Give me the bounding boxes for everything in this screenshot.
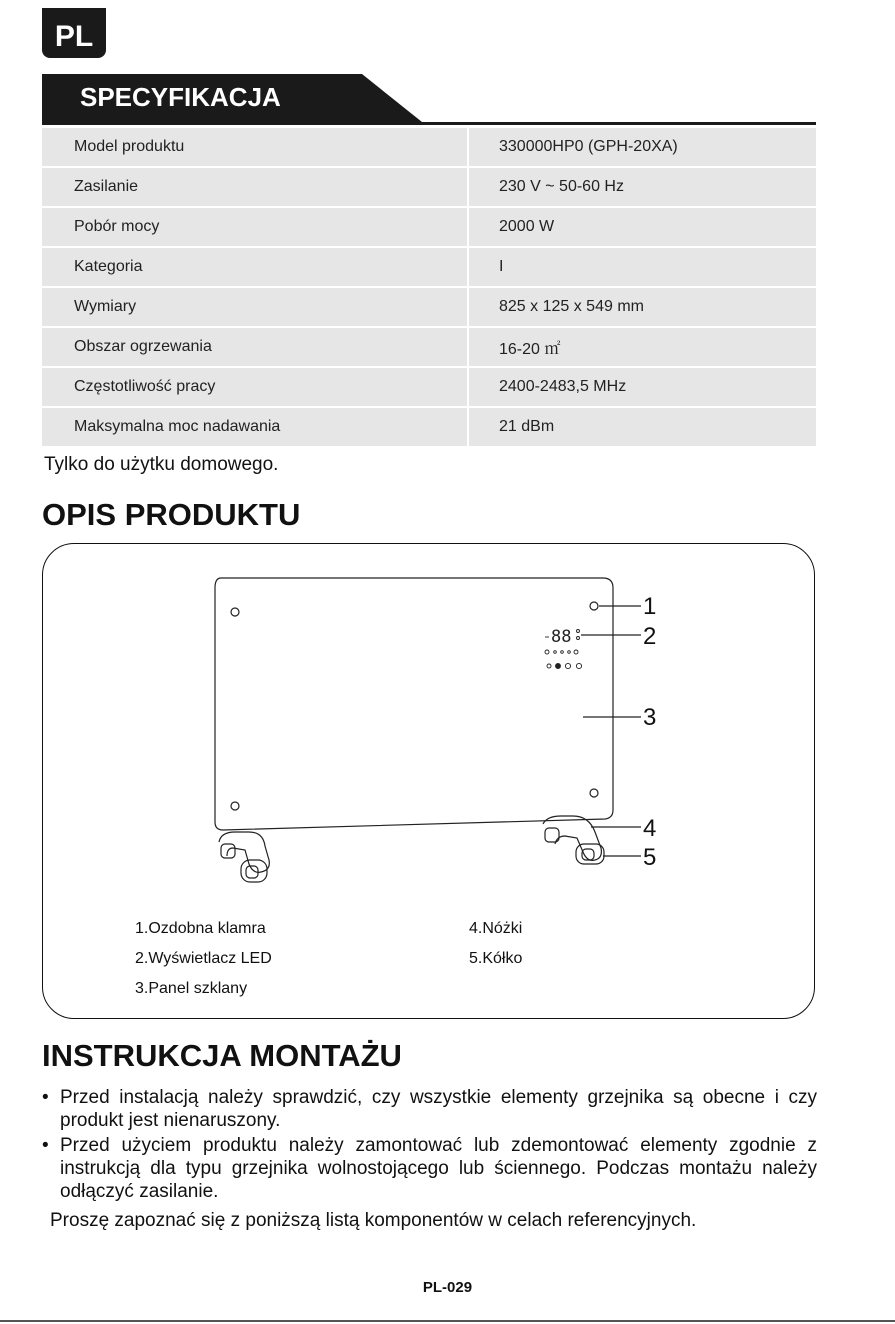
spec-value: 21 dBm [469, 408, 816, 446]
table-row [42, 128, 816, 166]
reference-note: Proszę zapoznać się z poniższą listą komponentów w celach referencyjnych. [50, 1210, 697, 1231]
clamp-icon [590, 602, 598, 610]
callout-1: 1 [643, 593, 657, 620]
spec-value: 230 V ~ 50-60 Hz [469, 168, 816, 206]
spec-value: 2400-2483,5 MHz [469, 368, 816, 406]
legend-item: 4.Nóżki [469, 920, 523, 937]
page-number: PL-029 [422, 1279, 473, 1296]
spec-title: SPECYFIKACJA [80, 82, 281, 112]
instruction-bullet: • Przed użyciem produktu należy zamontować lub zdemontować elementy zgodnie z instrukcją dla typu grzejnika wolnostojącego lub ściennego. Podczas montażu należy odłączyć zasilanie. [42, 1134, 817, 1203]
spec-header-rule [42, 122, 816, 125]
table-row [42, 168, 816, 206]
right-foot-icon [543, 816, 604, 864]
legend-item: 2.Wyświetlacz LED [135, 950, 272, 967]
component-legend-left [135, 914, 272, 1004]
spec-value: 16-20 ㎡ [469, 328, 816, 366]
callout-numbers [643, 593, 656, 871]
timer-icon [565, 663, 570, 668]
assembly-instructions [42, 1086, 817, 1232]
led-display [545, 627, 582, 669]
table-row [42, 328, 816, 366]
table-row [42, 368, 816, 406]
power-icon [576, 663, 581, 668]
clamp-icon [590, 789, 598, 797]
fan-icon [556, 664, 561, 669]
spec-value: I [469, 248, 816, 286]
household-use-note: Tylko do użytku domowego. [44, 454, 279, 475]
spec-label: Maksymalna moc nadawania [42, 408, 469, 446]
callout-leaders [581, 606, 641, 856]
table-row [42, 288, 816, 326]
callout-4: 4 [643, 815, 657, 842]
callout-3: 3 [643, 704, 657, 731]
spec-label: Obszar ogrzewania [42, 328, 469, 366]
glass-panel-outline [215, 578, 613, 830]
table-row [42, 248, 816, 286]
instruction-bullet: • Przed instalacją należy sprawdzić, czy wszystkie elementy grzejnika są obecne i czy produkt jest nienaruszony. [42, 1086, 817, 1132]
language-badge: PL [42, 8, 106, 58]
spec-section-header [42, 74, 816, 126]
spec-value: 330000HP0 (GPH-20XA) [469, 128, 816, 166]
spec-label: Kategoria [42, 248, 469, 286]
spec-value: 2000 W [469, 208, 816, 246]
legend-item: 1.Ozdobna klamra [135, 920, 266, 937]
table-row [42, 408, 816, 446]
legend-item: 5.Kółko [469, 950, 523, 967]
clamp-icon [231, 608, 239, 616]
legend-item: 3.Panel szklany [135, 980, 248, 997]
assembly-heading: INSTRUKCJA MONTAŻU [42, 1038, 402, 1073]
table-row [42, 208, 816, 246]
spec-label: Zasilanie [42, 168, 469, 206]
bulb-icon [547, 664, 551, 668]
callout-2: 2 [643, 623, 657, 650]
spec-label: Model produktu [42, 128, 469, 166]
led-digits: 88 [551, 627, 572, 647]
spec-label: Wymiary [42, 288, 469, 326]
product-diagram-box [42, 543, 815, 1019]
left-foot-icon [219, 832, 269, 882]
component-legend-right [469, 914, 522, 974]
spec-label: Pobór mocy [42, 208, 469, 246]
product-description-heading: OPIS PRODUKTU [42, 497, 301, 532]
spec-value: 825 x 125 x 549 mm [469, 288, 816, 326]
bottom-rule [0, 1320, 895, 1322]
spec-label: Częstotliwość pracy [42, 368, 469, 406]
spec-table [42, 126, 816, 448]
callout-5: 5 [643, 844, 657, 871]
clamp-icon [231, 802, 239, 810]
